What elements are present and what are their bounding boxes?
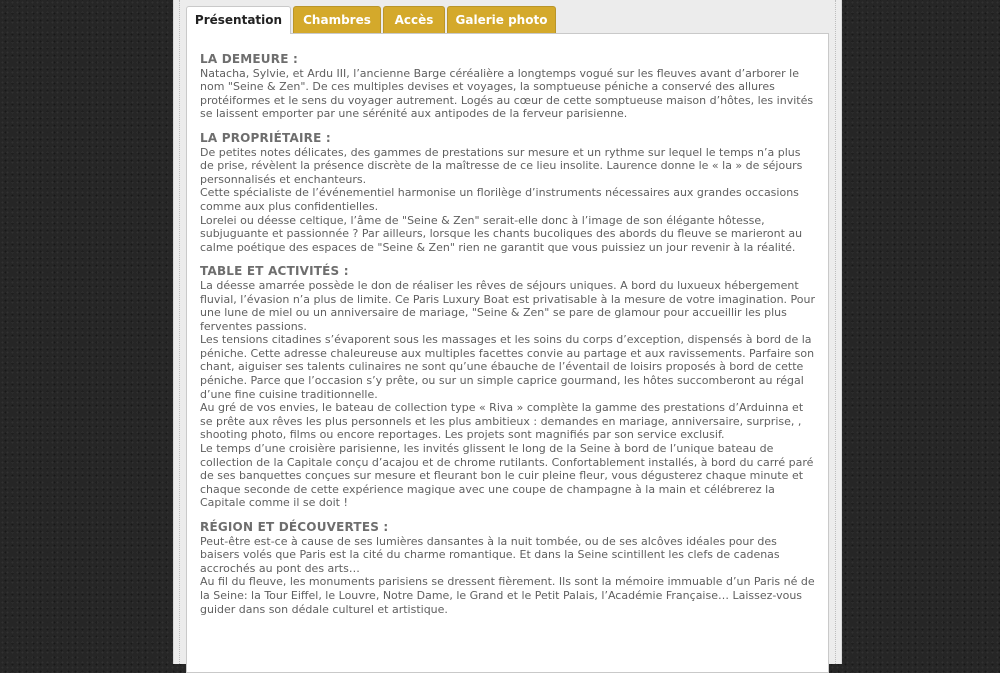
column-border-right xyxy=(835,0,836,664)
paragraph: Au gré de vos envies, le bateau de collection type « Riva » complète la gamme des prestations d’Arduinna et se prête aux rêves les plus personnels et les plus ambitieux : demandes en mariage, anniversaire, surprise, , shooting photo, films ou encore reportages. Les projets sont magnifiés par son service exclusif. xyxy=(200,401,804,442)
paragraph: Peut-être est-ce à cause de ses lumières dansantes à la nuit tombée, ou de ses alcôves idéales pour des baisers volés que Paris est la cité du charme romantique. Et dans la Seine scintillent les clefs de cadenas accrochés au pont des arts… xyxy=(200,534,780,575)
tab-chambres[interactable]: Chambres xyxy=(293,6,381,33)
section-title: LA PROPRIÉTAIRE : xyxy=(200,130,331,145)
section-title: RÉGION ET DÉCOUVERTES : xyxy=(200,520,389,534)
content-panel xyxy=(186,33,829,673)
column-border-left xyxy=(179,0,180,664)
section-title: LA DEMEURE : xyxy=(200,52,298,66)
paragraph: Lorelei ou déesse celtique, l’âme de "Seine & Zen" serait-elle donc à l’image de son élégante hôtesse, subjuguante et passionnée ? Par ailleurs, lorsque les chants bucoliques des abords du fleuve se marieront au calme poétique des espaces de "Seine & Zen" rien ne garantit que vous puissiez un jour revenir à la réalité. xyxy=(200,213,803,254)
paragraph: Au fil du fleuve, les monuments parisiens se dressent fièrement. Ils sont la mémoire immuable d’un Paris né de la Seine: la Tour Eiffel, le Louvre, Notre Dame, le Grand et le Petit Palais, l’Académie Française… Laissez-vous guider dans son dédale culturel et artistique. xyxy=(200,575,815,616)
section-region-et-decouvertes xyxy=(200,521,816,616)
page-column xyxy=(173,0,842,664)
paragraph: Cette spécialiste de l’événementiel harmonise un florilège d’instruments nécessaires aux grandes occasions comme aux plus confidentielles. xyxy=(200,186,799,213)
section-la-proprietaire xyxy=(200,132,816,254)
section-table-et-activites xyxy=(200,265,816,510)
paragraph: Le temps d’une croisière parisienne, les invités glissent le long de la Seine à bord de l’unique bateau de collection de la Capitale conçu d’acajou et de chrome rutilants. Confortablement installés, à bord du carré paré de ses banquettes conçues sur mesure et fleurant bon le cuir pleine fleur, vous dégusterez chaque minute et chaque seconde de cette expérience magique avec une coupe de champagne à la main et célébrerez la Capitale comme il se doit ! xyxy=(200,442,814,510)
paragraph: De petites notes délicates, des gammes de prestations sur mesure et un rythme sur lequel le temps n’a plus de prise, révèlent la présence discrète de la maîtresse de ce lieu insolite. Laurence donne le « la » de séjours personnalisés et enchanteurs. xyxy=(200,145,803,186)
tab-galerie-photo[interactable]: Galerie photo xyxy=(447,6,556,33)
section-la-demeure xyxy=(200,53,816,121)
paragraph: Natacha, Sylvie, et Ardu III, l’ancienne Barge céréalière a longtemps vogué sur les fleuves avant d’arborer le nom "Seine & Zen". De ces multiples devises et voyages, la somptueuse péniche a conservé des allures protéiformes et le sens du voyager autrement. Logés au cœur de cette somptueuse maison d’hôtes, les invités se laissent emporter par une sérénité aux antipodes de la ferveur parisienne. xyxy=(200,66,814,121)
paragraph: Les tensions citadines s’évaporent sous les massages et les soins du corps d’exception, dispensés à bord de la péniche. Cette adresse chaleureuse aux multiples facettes convie au partage et aux ravissements. Parfaire son chant, aiguiser ses talents culinaires ne sont qu’une ébauche de l’éventail de loisirs proposés à bord de cette péniche. Parce que l’occasion s’y prête, ou sur un simple caprice gourmand, les hôtes succomberont au régal d’une fine cuisine traditionnelle. xyxy=(200,333,815,401)
tab-acces[interactable]: Accès xyxy=(383,6,445,33)
tab-presentation[interactable]: Présentation xyxy=(186,6,291,34)
paragraph: La déesse amarrée possède le don de réaliser les rêves de séjours uniques. A bord du luxueux hébergement fluvial, l’évasion n’a plus de limite. Ce Paris Luxury Boat est privatisable à la mesure de votre imagination. Pour une lune de miel ou un anniversaire de mariage, "Seine & Zen" se pare de glamour pour accueillir les plus ferventes passions. xyxy=(200,278,815,333)
section-title: TABLE ET ACTIVITÉS : xyxy=(200,264,349,279)
